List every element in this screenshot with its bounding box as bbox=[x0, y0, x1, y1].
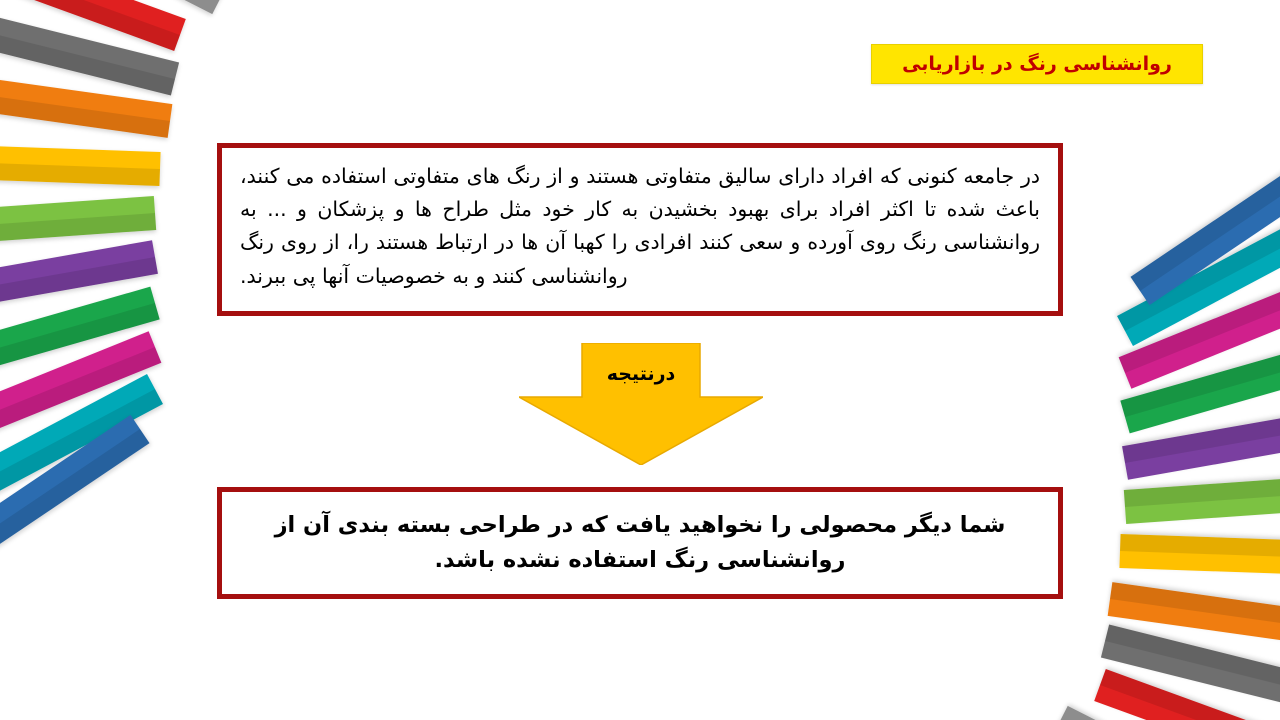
pencil-icon bbox=[1119, 534, 1280, 580]
paragraph-text: در جامعه کنونی که افراد دارای سالیق متفاوتی هستند و از رنگ های متفاوتی استفاده می کنند، باعث شده تا اکثر افراد برای بهبود بخشیدن به کار خود مثل طراح ها و پزشکان و ... به روانشناسی رنگ روی آورده و سعی کنند افرادی را کهبا آن ها در ارتباط هستند را، از روی رنگ روانشناسی کنند و به خصوصیات آنها پی ببرند. bbox=[240, 164, 1040, 288]
down-arrow-icon bbox=[519, 343, 763, 465]
pencil-icon bbox=[0, 331, 161, 481]
pencil-icon bbox=[1108, 582, 1280, 664]
pencil-icon bbox=[0, 140, 161, 186]
pencil-icon bbox=[1122, 390, 1280, 480]
pencil-icon bbox=[1052, 706, 1280, 720]
pencil-icon bbox=[1130, 109, 1280, 305]
conclusion-text-box bbox=[217, 487, 1063, 599]
pencil-icon bbox=[1101, 625, 1280, 720]
conclusion-text: شما دیگر محصولی را نخواهید یافت که در طراحی بسته بندی آن از روانشناسی رنگ استفاده نشده باشد. bbox=[274, 512, 1006, 573]
pencil-icon bbox=[0, 196, 156, 253]
pencil-icon bbox=[0, 56, 172, 138]
arrow-label: درنتیجه bbox=[606, 363, 676, 385]
pencil-icon bbox=[0, 0, 186, 51]
pencil-icon bbox=[0, 374, 163, 550]
pencil-icon bbox=[0, 0, 228, 14]
pencil-icon bbox=[1124, 467, 1280, 524]
slide-title-text: روانشناسی رنگ در بازاریابی bbox=[902, 53, 1172, 75]
pencil-icon bbox=[0, 287, 160, 408]
pencil-icon bbox=[1094, 669, 1280, 720]
pencil-icon bbox=[1117, 170, 1280, 346]
pencil-icon bbox=[0, 0, 179, 95]
pencil-icon bbox=[1119, 239, 1280, 389]
pencil-icon bbox=[0, 240, 158, 330]
slide-title-banner bbox=[871, 44, 1203, 84]
pencil-icon bbox=[1120, 312, 1280, 433]
pencil-icon bbox=[0, 415, 150, 611]
paragraph-text-box bbox=[217, 143, 1063, 316]
down-arrow-shape bbox=[519, 343, 763, 465]
